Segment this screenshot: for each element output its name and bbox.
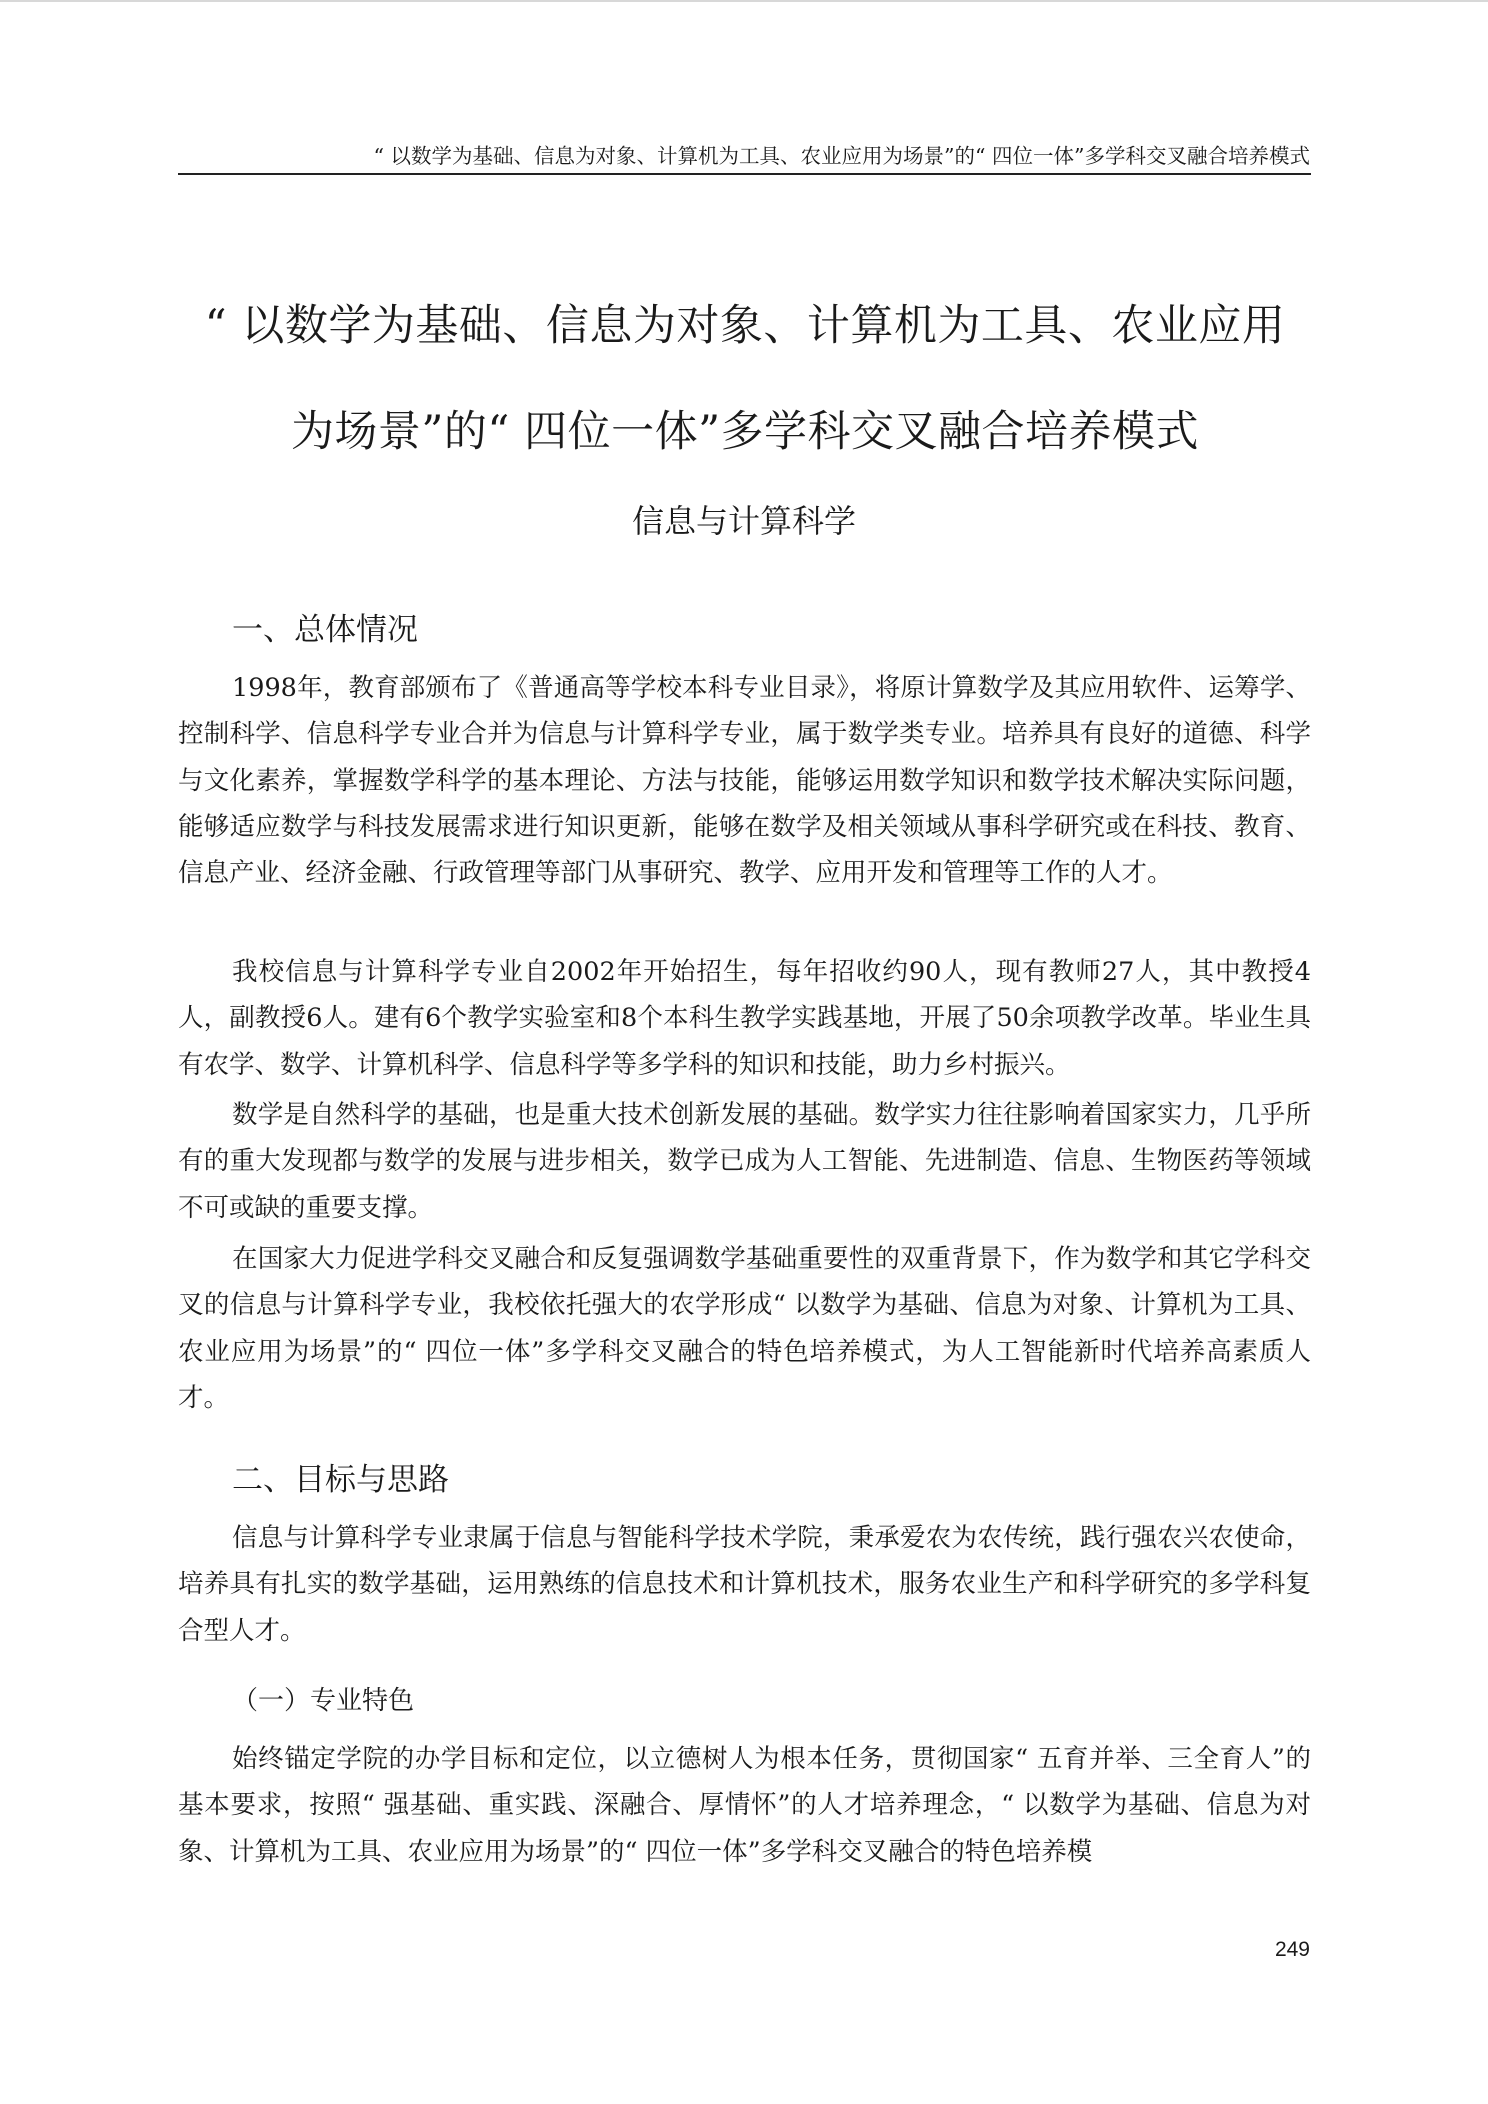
paragraph-features-1: 始终锚定学院的办学目标和定位，以立德树人为根本任务，贯彻国家“ 五育并举、三全育人”的基本要求，按照“ 强基础、重实践、深融合、厚情怀”的人才培养理念，“ 以数学为基础、信息为对象、计算机为工具、农业应用为场景”的“ 四位一体”多学科交叉融合的特色培养模	[178, 1744, 1311, 1867]
paragraph-overview-1: 1998年，教育部颁布了《普通高等学校本科专业目录》，将原计算数学及其应用软件、运筹学、控制科学、信息科学专业合并为信息与计算科学专业，属于数学类专业。培养具有良好的道德、科学与文化素养，掌握数学科学的基本理论、方法与技能，能够运用数学知识和数学技术解决实际问题，能够适应数学与科技发展需求进行知识更新，能够在数学及相关领域从事科学研究或在科技、教育、信息产业、经济金融、行政管理等部门从事研究、教学、应用开发和管理等工作的人才。	[178, 673, 1311, 889]
paragraph-overview-4: 在国家大力促进学科交叉融合和反复强调数学基础重要性的双重背景下，作为数学和其它学科交叉的信息与计算科学专业，我校依托强大的农学形成“ 以数学为基础、信息为对象、计算机为工具、农业应用为场景”的“ 四位一体”多学科交叉融合的特色培养模式，为人工智能新时代培养高素质人才。	[178, 1244, 1311, 1413]
top-border	[0, 0, 1488, 2]
section-heading-goals: 二、目标与思路	[232, 1462, 449, 1498]
paragraph-goals-1: 信息与计算科学专业隶属于信息与智能科学技术学院，秉承爱农为农传统，践行强农兴农使命，培养具有扎实的数学基础，运用熟练的信息技术和计算机技术，服务农业生产和科学研究的多学科复合型人才。	[178, 1523, 1311, 1646]
paragraph-overview-3: 数学是自然科学的基础，也是重大技术创新发展的基础。数学实力往往影响着国家实力，几乎所有的重大发现都与数学的发展与进步相关，数学已成为人工智能、先进制造、信息、生物医药等领域不可或缺的重要支撑。	[178, 1100, 1311, 1223]
paragraph-overview-2: 我校信息与计算科学专业自2002年开始招生，每年招收约90人，现有教师27人，其中教授4人，副教授6人。建有6个教学实验室和8个本科生教学实践基地，开展了50余项教学改革。毕业生具有农学、数学、计算机科学、信息科学等多学科的知识和技能，助力乡村振兴。	[178, 957, 1311, 1080]
title-line-1: “ 以数学为基础、信息为对象、计算机为工具、农业应用	[204, 301, 1286, 351]
subsection-heading-features: （一）专业特色	[232, 1686, 415, 1716]
subtitle: 信息与计算科学	[631, 502, 856, 540]
running-header: “ 以数学为基础、信息为对象、计算机为工具、农业应用为场景”的“ 四位一体”多学科交叉融合培养模式	[373, 144, 1310, 168]
header-rule	[178, 173, 1311, 175]
title-line-2: 为场景”的“ 四位一体”多学科交叉融合培养模式	[290, 407, 1200, 457]
section-heading-overview: 一、总体情况	[232, 612, 418, 648]
page-number: 249	[1274, 1938, 1310, 1961]
